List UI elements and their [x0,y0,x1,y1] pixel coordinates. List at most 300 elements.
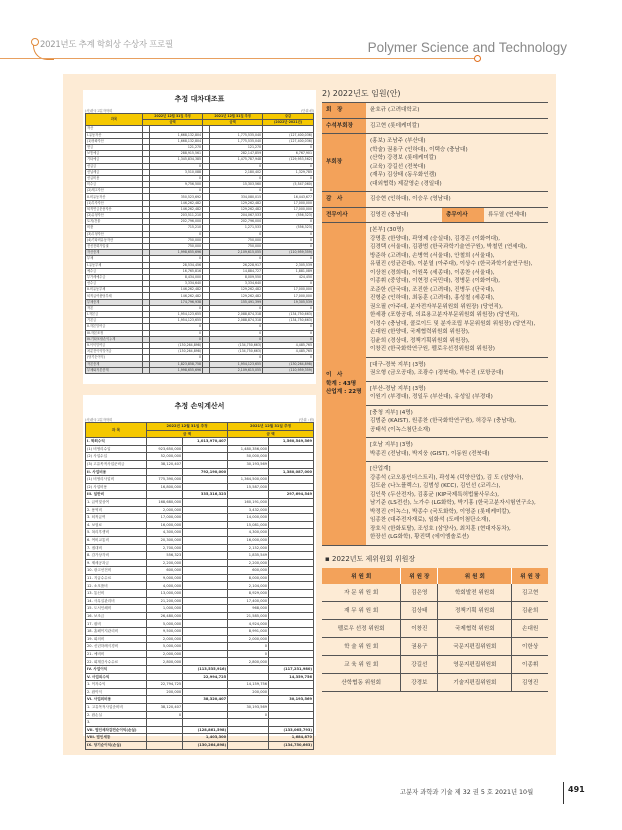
committee-chair: 권용구 [401,637,438,655]
row-diff: 17,000,000 [263,293,314,299]
income-cell-d [269,445,314,453]
income-cell-b [183,635,228,643]
row-2022: 203,511,210 [150,213,203,219]
row-subject: 부채와자본총계 [86,367,143,373]
income-cell-d [269,582,314,590]
row-diff: 17,000,000 [263,287,314,293]
director-line: 이상천 (경희대), 이원목 (세종대), 이종찬 (서울대), [370,269,495,276]
row-diff: 0 [263,281,314,287]
vp-line: (재무) 김상태 (동우화인켐) [370,172,437,178]
income-cell-b: 792,190,000 [183,468,228,476]
row-2021: 3,334,640 [210,281,263,287]
income-cell-label: 14. 사무실관리비 [86,597,147,605]
income-cell-b [183,476,228,484]
row-diff: (5,547,060) [263,182,314,188]
income-row [86,673,314,681]
director-line: 장호식 (한화토탈), 조성호 (삼양사), 최치훈 (현대자동차), [370,525,511,532]
income-cell-c: 50,000,000 [228,453,269,461]
income-cell-b: 38,320,407 [183,696,228,704]
income-row [86,628,314,636]
income-cell-b [183,483,228,491]
income-cell-c: 16,000,000 [228,536,269,544]
income-cell-c: 600,000 [228,567,269,575]
auditor-label: 감 사 [322,192,366,208]
director-line: [본부] (30명) [370,227,404,233]
row-2022: 0 [150,330,203,336]
income-cell-c: 3,432,000 [228,506,269,514]
income-cell-d [269,719,314,727]
row-2021: 15,303,560 [210,182,263,188]
director-group [366,382,548,406]
row-subject: 자본 [86,305,143,311]
income-cell-d [269,643,314,651]
row-2022: 8,434,000 [150,274,203,280]
income-cell-label: 10. 광고선전비 [86,567,147,575]
income-row [86,643,314,651]
income-cell-c: 0 [228,643,269,651]
row-2021: (134,750,663) [210,342,263,348]
row-subject: (당기순이익) [86,355,143,361]
committee-row [322,619,548,637]
income-cell-label: 12. 소모품비 [86,582,147,590]
row-2021: 0 [210,305,263,311]
director-group [366,358,548,382]
income-cell-a: 4,000,000 [147,582,183,590]
row-diff: (556,323) [263,213,314,219]
committee-name: 산학협동 위원회 [322,673,401,691]
income-cell-a [147,696,183,704]
row-subject: I.유동부채 [86,262,143,268]
director-group [366,223,548,358]
president-label: 회 장 [322,103,366,119]
income-row [86,711,314,719]
income-cell-b [183,612,228,620]
income-cell-a: 2,200,000 [147,559,183,567]
income-cell-b [183,529,228,537]
vp-line: (대외협력) 제갈영순 (경일대) [370,180,442,187]
income-cell-label: (1) 비영리사업비 [86,476,147,484]
row-2022: 1,954,123,655 [150,312,203,318]
income-cell-d: 30,193,569 [269,696,314,704]
income-cell-c: 2,200,000 [228,559,269,567]
income-cell-a: 2,000,000 [147,650,183,658]
income-row [86,514,314,522]
col-2022: 2022년 12월 31일 추정 [147,423,228,431]
row-subject: 부채총계 [86,299,143,305]
income-row [86,635,314,643]
committees-table [322,568,548,692]
income-cell-label: I. 학회수익 [86,438,147,446]
income-cell-b [183,536,228,544]
income-cell-b [183,711,228,719]
committee-name: 펠로우 선정 위원회 [322,619,401,637]
row-2022: 1,954,123,655 [150,318,203,324]
director-line: 박종진 (전남대), 박지웅 (GIST), 이동원 (전북대) [370,450,490,457]
committee-chair: 김상태 [401,601,438,619]
row-2021: 2,109,615,055 [210,367,263,373]
row-empty [203,367,210,373]
income-row [86,521,314,529]
row-2021: 1,271,533 [210,225,263,231]
committee-name: 학회발전 위원회 [438,584,512,602]
income-cell-label: VII. 법인세차감전순이익(손실) [86,726,147,734]
income-cell-b: 1,403,300 [183,734,228,742]
director-line: 강종석 (코오롱인더스트리), 곽성복 (덕양산업), 김 도 (삼양사), [370,474,524,481]
row-subject: II.비유동부채 [86,287,143,293]
committee-chair: 이창진 [401,619,438,637]
header-dot-icon [474,55,481,62]
vp-label: 부회장 [322,134,366,192]
committee-header: 위 원 회 [438,568,512,584]
row-diff: (129,953,562) [263,157,314,163]
committee-chair: 김영진 [512,673,548,691]
col-2021-amount: 금 액 [228,430,314,438]
exec-director-value: 김영진 (충남대) [366,207,442,223]
director-line: [충청 지부] (4명) [370,409,413,416]
row-subject: 보통예금 [86,151,143,157]
income-cell-a: 5,000,000 [147,643,183,651]
row-2022: 146,262,482 [150,287,203,293]
income-cell-d [269,658,314,666]
row-diff: (556,323) [263,225,314,231]
income-cell-a: 2,000,000 [147,506,183,514]
income-cell-label: III. 일반비 [86,491,147,499]
balance-row [86,367,314,373]
director-line: 이원기 (부경대), 정일두 (부산대), 유성일 (부경대) [370,394,493,400]
income-row [86,491,314,499]
row-2021: 8,009,550 [210,274,263,280]
income-cell-c [228,719,269,727]
income-cell-c [228,468,269,476]
income-cell-label: (2) 사업수입 [86,453,147,461]
income-cell-b [183,582,228,590]
income-cell-a: 13,000,000 [147,590,183,598]
row-2021: 1,475,787,948 [210,157,263,163]
income-cell-label: 2. 잡이익 [86,688,147,696]
row-2021: 0 [210,231,263,237]
income-cell-c: 8,929,000 [228,590,269,598]
committee-row [322,584,548,602]
income-cell-d [269,521,314,529]
income-cell-label: 1. 이자수익 [86,681,147,689]
income-cell-label: 1. 급여및상여 [86,498,147,506]
row-subject: 선급금 [86,163,143,169]
row-subject: (1)당좌자산 [86,138,143,144]
row-2022: 0 [150,188,203,194]
income-cell-d [269,552,314,560]
row-2022: 0 [150,355,203,361]
income-statement [83,395,316,748]
income-cell-c [228,741,269,749]
income-cell-d [269,681,314,689]
income-cell-a: 16,800,000 [147,483,183,491]
income-cell-d [269,605,314,613]
row-subject: 기타예금 [86,157,143,163]
income-cell-label: IV. 사업이익 [86,666,147,674]
income-cell-c [228,673,269,681]
income-cell-label: 2. 잡손실 [86,711,147,719]
income-cell-label: 4. 보험료 [86,521,147,529]
row-diff: (127,400,036) [263,138,314,144]
section-header: 2021년도 추계 학회상 수상자 프로필 [40,40,173,50]
director-line: 김인묵 (두산전자), 김홍균 (KIP국제특허법률사무소), [370,491,499,498]
income-row [86,552,314,560]
row-subject: 토지/건물 [86,219,143,225]
senior-vp-label: 수석부회장 [322,118,366,134]
row-diff: 4,485,765 [263,342,314,348]
income-cell-b [183,567,228,575]
income-cell-d: (134,750,663) [269,741,314,749]
income-cell-label: 21. 예비비 [86,650,147,658]
income-row [86,460,314,468]
row-2021: 2,088,874,318 [210,312,263,318]
row-empty [143,367,150,373]
row-diff: 0 [263,355,314,361]
row-subject: II.비유동자산 [86,194,143,200]
col-subject: 과 목 [86,423,147,438]
director-line: 진형준 (인하대), 최동훈 (고려대), 홍성철 (세종대), [370,295,495,301]
income-cell-a [147,438,183,446]
president-value: 윤호규 (고려대학교) [366,103,548,119]
income-cell-a: 9,500,000 [147,628,183,636]
director-line: 방준하 (고려대), 손병혁 (서울대), 안철희 (서울대), [370,252,495,259]
balance-sheet-unit: (단위:원) [301,109,314,113]
row-diff: 0 [263,237,314,243]
row-diff: 0 [263,144,314,150]
income-cell-c: 1,364,500,000 [228,476,269,484]
committee-header: 위 원 회 [322,568,401,584]
row-2021: 155,491,399 [210,299,263,305]
row-diff: 0 [263,231,314,237]
col-2021-amount: 금액 [203,120,263,126]
income-cell-a: 38,120,407 [147,703,183,711]
row-2022: 146,262,482 [150,206,203,212]
committee-name: 국제협력 위원회 [438,619,512,637]
income-cell-c: 968,000 [228,605,269,613]
row-2021: 129,262,482 [210,200,263,206]
row-diff: 0 [263,163,314,169]
income-cell-b: 1,013,970,407 [183,438,228,446]
income-cell-a: 9,000,000 [147,574,183,582]
row-diff: 1,881,089 [263,268,314,274]
income-cell-c: 1,480,356,000 [228,445,269,453]
row-diff: 0 [263,305,314,311]
income-cell-label: 18. 홈페이지관리비 [86,628,147,636]
row-2021: 0 [210,330,263,336]
income-cell-d [269,688,314,696]
row-subject: (2)유형자산 [86,213,143,219]
committee-name: 국문지편집위원회 [438,637,512,655]
row-2021: 1,954,123,655 [210,361,263,367]
income-cell-b [183,559,228,567]
row-diff: 6,767,901 [263,151,314,157]
income-cell-d [269,612,314,620]
row-2021: 0 [210,175,263,181]
vp-line: (교육) 강길선 (전북대) [370,163,426,170]
row-2021: 26,228,917 [210,262,263,268]
directors-groups [366,223,548,546]
row-diff: 0 [263,175,314,181]
income-cell-label: VI. 사업외비용 [86,696,147,704]
row-2022: 1,823,858,758 [150,361,203,367]
director-line: 권오형 (금오공대), 조광수 (경북대), 박수진 (포항공대) [370,370,504,376]
income-row [86,605,314,613]
row-subject: (3)무형자산 [86,231,143,237]
director-line: 조준한 (단국대), 조진한 (고려대), 진병두 (단국대), [370,286,495,293]
balance-sheet-table [85,113,314,374]
director-line: [산업계] [370,466,391,472]
row-subject: 부가세예수금 [86,274,143,280]
row-diff: 0 [263,188,314,194]
committee-name: 재 무 위 원 회 [322,601,401,619]
income-cell-label: V. 사업외수익 [86,673,147,681]
income-cell-d [269,650,314,658]
income-row [86,445,314,453]
row-subject: 현금 [86,144,143,150]
income-cell-b [183,574,228,582]
committee-row [322,655,548,673]
income-cell-a [147,673,183,681]
committee-row [322,673,548,691]
income-cell-b: (130,264,898) [183,741,228,749]
income-cell-d [269,574,314,582]
income-cell-a: 52,000,000 [147,453,183,461]
income-cell-a [147,734,183,742]
row-2021: 204,067,533 [210,213,263,219]
row-2022: 1,998,655,696 [150,250,203,256]
director-line: 손대원 (한양대, 국제협력위원회 위원장), [370,329,470,335]
income-statement-title: 추정 손익계산서 [174,402,225,410]
director-line: 임종찬 (대주전자재료), 임화석 (도레이첨단소재), [370,517,491,523]
income-cell-c: 0 [228,650,269,658]
row-2022: 0 [150,336,203,342]
income-cell-d [269,711,314,719]
row-2022: 750,000 [150,243,203,249]
income-row [86,681,314,689]
directors-industry-count: 산업계 : 22명 [326,389,362,395]
row-diff: (134,750,663) [263,318,314,324]
income-cell-b [183,460,228,468]
income-row [86,612,314,620]
income-cell-b [183,552,228,560]
exec-director-label: 전무이사 [322,207,366,223]
row-2022: 0 [150,163,203,169]
income-cell-d [269,529,314,537]
row-2022: 1,345,834,385 [150,157,203,163]
income-cell-c: 0 [228,711,269,719]
income-row [86,734,314,742]
income-row [86,582,314,590]
committee-name: 교 육 위 원 회 [322,655,401,673]
row-subject: 자산 [86,126,143,132]
income-cell-c [228,696,269,704]
income-cell-c: 30,193,569 [228,460,269,468]
row-2021: 1,775,535,040 [210,132,263,138]
income-row [86,476,314,484]
row-2022: 288,915,561 [150,151,203,157]
row-2021: 334,080,015 [210,194,263,200]
row-2022: 750,000 [150,237,203,243]
col-diff: 증감 [263,114,314,120]
journal-footer: 고분자 과학과 기술 제 32 권 5 호 2021년 10월 [400,789,534,796]
income-cell-a: 21,200,000 [147,597,183,605]
income-cell-d [269,476,314,484]
income-cell-label: 6. 여비교통비 [86,536,147,544]
income-cell-d: 1,684,870 [269,734,314,742]
income-cell-d [269,483,314,491]
row-2021: 14,884,727 [210,268,263,274]
director-line: [호남 지부] (3명) [370,442,413,448]
row-2021: 282,147,859 [210,151,263,157]
row-2021: (134,750,663) [210,349,263,355]
director-line: 남기준 (LS전선), 노가수 (LG화학), 박기홍 (한국고분자시험연구소), [370,500,536,506]
row-2021: 0 [210,355,263,361]
row-diff: (130,264,898) [263,361,314,367]
row-2022: 146,262,482 [150,200,203,206]
general-director-label: 총무이사 [442,207,484,223]
row-diff: 0 [263,256,314,262]
col-2022-amount: 금액 [143,120,203,126]
income-cell-label: II. 사업비용 [86,468,147,476]
row-2022: 350,523,692 [150,194,203,200]
row-2021: 129,262,482 [210,293,263,299]
income-row [86,506,314,514]
row-diff: 0 [263,336,314,342]
row-2021: 0 [210,336,263,342]
director-group [366,462,548,545]
balance-sheet-org: (사)한국고분자학회 [85,109,113,113]
income-cell-a: 38,120,407 [147,460,183,468]
row-diff: 2,305,539 [263,262,314,268]
income-cell-label: 5. 복리후생비 [86,529,147,537]
income-row [86,741,314,749]
row-diff: 17,000,000 [263,206,314,212]
row-subject: 예수금 [86,268,143,274]
row-2022: 0 [150,324,203,330]
auditor-value: 김승현 (인하대), 이승우 (영남대) [366,192,548,208]
row-subject: I.자본금 [86,312,143,318]
income-cell-label: 3. [86,719,147,727]
income-cell-label: 20. 신년하례식경비 [86,643,147,651]
vp-list [366,134,548,192]
income-cell-b: 335,316,323 [183,491,228,499]
balance-sheet [83,90,316,384]
row-diff: 0 [263,330,314,336]
income-cell-a: 168,680,000 [147,498,183,506]
row-subject: 퇴직급여충당부채 [86,293,143,299]
income-cell-c: 15,081,000 [228,521,269,529]
row-subject: 선급비용 [86,175,143,181]
income-cell-label: 1. 고유목적사업준비비 [86,703,147,711]
director-line: [부산-경남 지부] (3명) [370,385,426,392]
income-cell-b [183,620,228,628]
director-line: 유필진 (성균관대), 이분열 (아주대), 이상수 (한국과학기술연구원), [370,261,533,267]
income-cell-label: 16. 보조금 [86,612,147,620]
col-2022-amount: 금 액 [147,430,228,438]
income-cell-label: (2) 사업비용 [86,483,147,491]
income-cell-label: 15. 도서인쇄비 [86,605,147,613]
income-cell-a: 22,794,725 [147,681,183,689]
income-cell-d [269,544,314,552]
row-2022: (130,264,898) [150,349,203,355]
committee-header: 위 원 장 [512,568,548,584]
row-diff: 4,485,765 [263,349,314,355]
row-diff: 17,000,000 [263,200,314,206]
income-cell-b [183,597,228,605]
income-cell-c [228,438,269,446]
income-cell-c [228,491,269,499]
header-divider [0,58,477,59]
